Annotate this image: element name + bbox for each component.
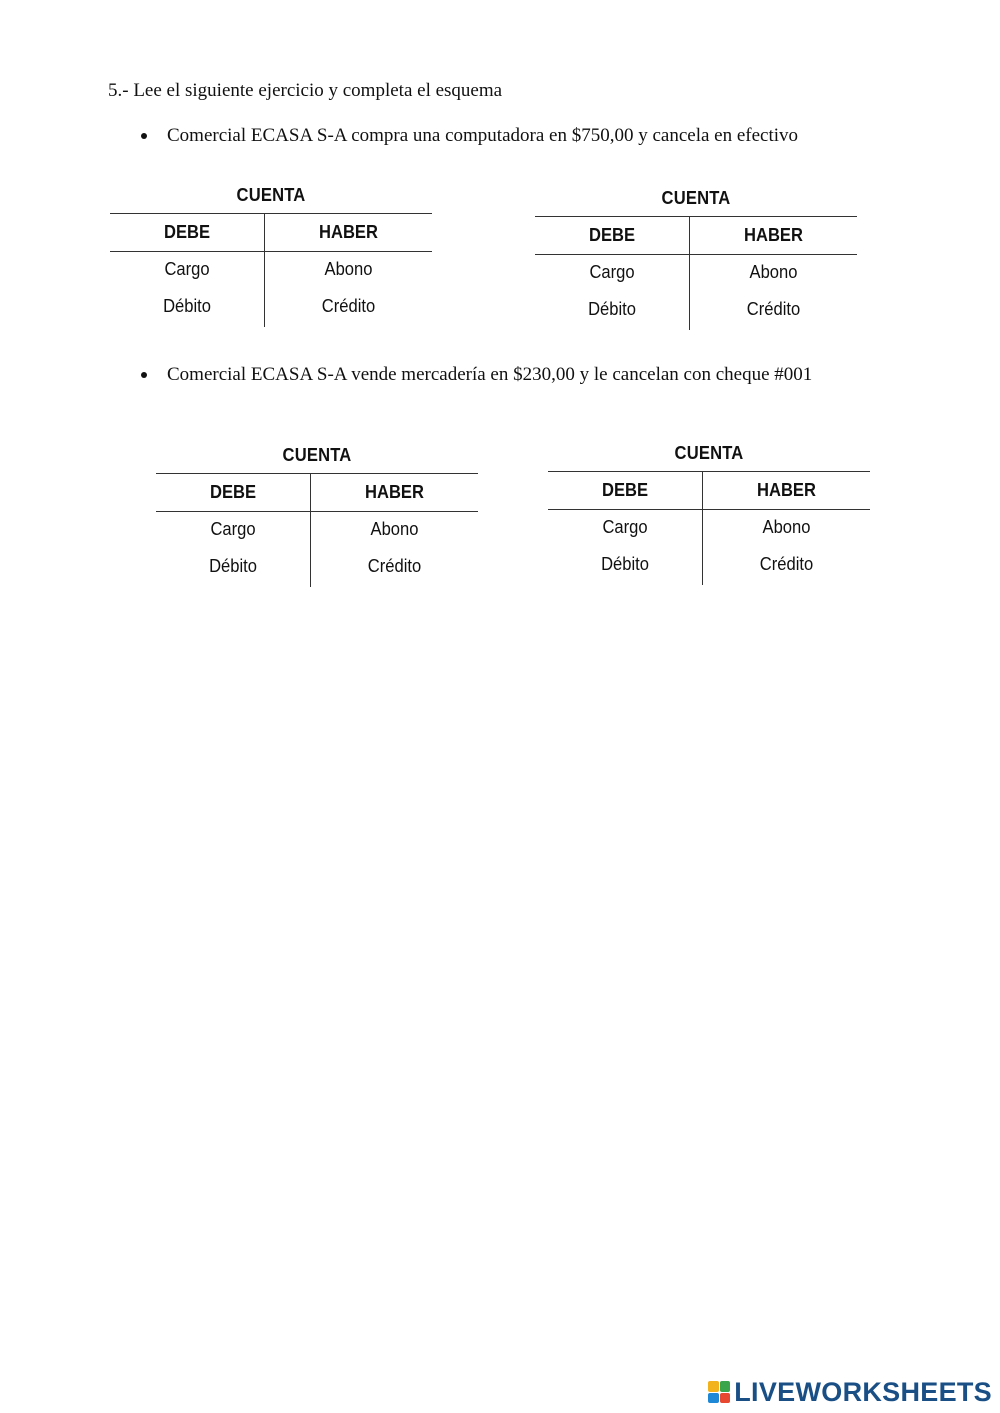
credit-label-abono: Abono <box>749 262 798 282</box>
debit-header: DEBE <box>588 225 635 245</box>
divider <box>110 213 432 214</box>
divider <box>548 471 870 472</box>
divider <box>310 473 311 587</box>
divider <box>702 471 703 585</box>
debit-label-debito: Débito <box>588 299 636 319</box>
t-account <box>110 184 432 334</box>
bullet-icon <box>141 133 147 139</box>
credit-label-credito: Crédito <box>759 554 814 574</box>
debit-header: DEBE <box>601 480 648 500</box>
divider <box>110 251 432 252</box>
credit-label-abono: Abono <box>762 517 811 537</box>
credit-header: HABER <box>319 222 378 242</box>
debit-label-cargo: Cargo <box>164 259 210 279</box>
debit-header: DEBE <box>209 482 256 502</box>
liveworksheets-logo-icon <box>708 1381 730 1403</box>
credit-header: HABER <box>365 482 424 502</box>
divider <box>264 213 265 327</box>
debit-label-debito: Débito <box>209 556 257 576</box>
t-account <box>535 187 857 337</box>
credit-label-credito: Crédito <box>746 299 801 319</box>
divider <box>156 511 478 512</box>
credit-header: HABER <box>744 225 803 245</box>
credit-label-credito: Crédito <box>321 296 376 316</box>
exercise-title: 5.- Lee el siguiente ejercicio y completa el esquema <box>108 80 503 101</box>
watermark-text: LIVEWORKSHEETS <box>734 1376 992 1407</box>
liveworksheets-watermark <box>708 1377 992 1407</box>
debit-label-cargo: Cargo <box>602 517 648 537</box>
debit-label-cargo: Cargo <box>589 262 635 282</box>
divider <box>156 473 478 474</box>
credit-label-credito: Crédito <box>367 556 422 576</box>
t-account-title: CUENTA <box>236 185 306 205</box>
t-account-title: CUENTA <box>661 188 731 208</box>
divider <box>535 216 857 217</box>
credit-label-abono: Abono <box>370 519 419 539</box>
divider <box>535 254 857 255</box>
credit-header: HABER <box>757 480 816 500</box>
debit-label-debito: Débito <box>601 554 649 574</box>
t-account-title: CUENTA <box>674 443 744 463</box>
t-account <box>548 442 870 592</box>
divider <box>689 216 690 330</box>
credit-label-abono: Abono <box>324 259 373 279</box>
t-account-title: CUENTA <box>282 445 352 465</box>
debit-header: DEBE <box>163 222 210 242</box>
divider <box>548 509 870 510</box>
debit-label-debito: Débito <box>163 296 211 316</box>
debit-label-cargo: Cargo <box>210 519 256 539</box>
exercise-item-text: Comercial ECASA S-A compra una computadora en $750,00 y cancela en efectivo <box>167 125 799 146</box>
bullet-icon <box>141 372 147 378</box>
t-account <box>156 444 478 594</box>
exercise-item-text: Comercial ECASA S-A vende mercadería en $230,00 y le cancelan con cheque #001 <box>167 364 813 385</box>
